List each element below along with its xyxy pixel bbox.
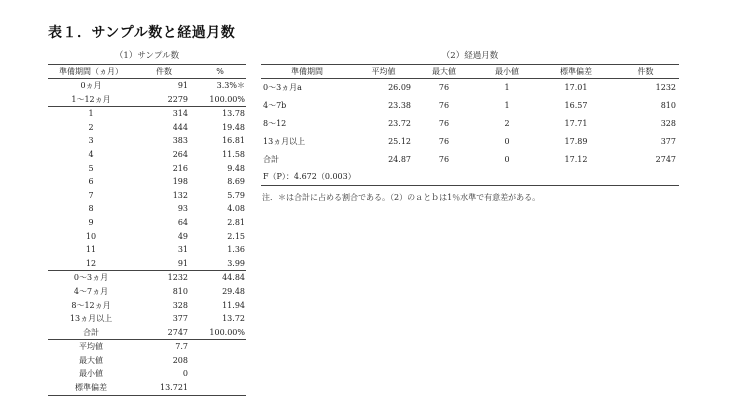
- row-max: 76: [438, 83, 450, 92]
- row-period: 合計: [263, 155, 279, 164]
- table-row: [261, 97, 679, 115]
- row-max: 76: [438, 101, 450, 110]
- table-row: [48, 243, 246, 257]
- row-label: 11: [85, 245, 97, 255]
- row-count: 377: [660, 137, 676, 146]
- table-row: [48, 121, 246, 135]
- row-count: 64: [177, 217, 188, 227]
- table-row: [48, 189, 246, 203]
- row-percent: 16.81: [222, 136, 245, 146]
- f-test-result: F（P）：4.672（0.003）: [263, 172, 356, 181]
- col-header-period: 準備期間: [261, 65, 353, 79]
- table1-caption: （1）サンプル数: [114, 51, 180, 61]
- row-count: 444: [172, 122, 188, 132]
- table-row: [261, 151, 679, 169]
- row-label: 最大値: [79, 355, 103, 365]
- row-max: 76: [438, 155, 450, 164]
- row-count: 1232: [134, 271, 194, 285]
- row-label: 4: [88, 149, 94, 159]
- table1-header-row: [48, 65, 246, 79]
- elapsed-months-table: [261, 64, 679, 186]
- col-header-count: 件数: [612, 65, 679, 79]
- row-label: 合計: [83, 327, 99, 337]
- row-stddev: 17.01: [564, 83, 588, 92]
- row-label: 0ヵ月: [80, 81, 102, 90]
- table-row: [48, 354, 246, 368]
- row-percent: 44.84: [194, 271, 246, 285]
- row-percent: [194, 367, 246, 381]
- row-label: 8～12ヵ月: [71, 300, 111, 310]
- row-label: 5: [88, 163, 94, 173]
- table-row: [48, 79, 246, 93]
- col-header-count: 件数: [134, 65, 194, 79]
- table2-header-row: [261, 65, 679, 79]
- row-count: 198: [172, 177, 188, 187]
- row-stddev: 17.12: [564, 155, 588, 164]
- row-count: 314: [134, 107, 194, 121]
- row-count: 328: [660, 119, 676, 128]
- row-count: 264: [172, 149, 188, 159]
- row-percent: 3.99: [227, 258, 245, 268]
- row-label: 標準偏差: [75, 383, 107, 393]
- row-percent: 29.48: [222, 286, 245, 296]
- col-header-percent: %: [194, 65, 246, 79]
- row-count: 383: [172, 136, 188, 146]
- row-stddev: 17.71: [564, 119, 588, 128]
- row-label: 4～7ヵ月: [73, 286, 109, 296]
- row-percent: 3.3%＊: [216, 81, 245, 90]
- table-row: [48, 257, 246, 271]
- table-row: [48, 134, 246, 148]
- table-row: [48, 367, 246, 381]
- row-label: 2: [88, 122, 94, 132]
- table-row: [261, 79, 679, 98]
- row-percent: 5.79: [227, 190, 245, 200]
- table-row: [48, 107, 246, 121]
- row-percent: [194, 340, 246, 354]
- row-label: 1: [48, 107, 134, 121]
- row-label: 8: [88, 204, 94, 214]
- table2-caption: （2）経過月数: [441, 51, 499, 61]
- col-header-period: 準備期間（ヵ月）: [48, 65, 134, 79]
- table-title: 表１．サンプル数と経過月数: [48, 25, 236, 41]
- row-label: 最小値: [79, 369, 103, 379]
- row-mean: 26.09: [388, 83, 411, 92]
- row-count: 328: [172, 300, 188, 310]
- row-label: 13ヵ月以上: [69, 314, 113, 324]
- row-count: 2279: [167, 94, 188, 104]
- table-row: [48, 285, 246, 299]
- row-stddev: 17.89: [564, 137, 588, 146]
- row-percent: 2.15: [227, 231, 245, 241]
- col-header-max: 最大値: [414, 65, 474, 79]
- row-mean: 24.87: [388, 155, 411, 164]
- row-count: 132: [172, 190, 188, 200]
- row-count: 49: [177, 231, 188, 241]
- f-test-row: [261, 169, 679, 186]
- table-row: [261, 115, 679, 133]
- row-percent: [194, 354, 246, 368]
- table-row: [48, 175, 246, 189]
- row-period: 0～3ヵ月a: [263, 83, 302, 92]
- row-count: 810: [172, 286, 188, 296]
- row-percent: 8.69: [227, 177, 245, 187]
- row-mean: 23.38: [388, 101, 411, 110]
- row-label: 12: [85, 258, 97, 268]
- sample-count-table: [48, 64, 246, 396]
- row-percent: 2.81: [227, 217, 245, 227]
- table-row: [261, 133, 679, 151]
- row-percent: 11.58: [222, 149, 245, 159]
- row-period: 8～12: [263, 119, 287, 128]
- row-percent: 1.36: [227, 245, 245, 255]
- table-row: [48, 202, 246, 216]
- table-row: [48, 148, 246, 162]
- table-row: [48, 299, 246, 313]
- table-row: [48, 312, 246, 326]
- row-count: 93: [177, 204, 188, 214]
- row-percent: 11.94: [222, 300, 245, 310]
- row-min: 0: [504, 137, 510, 146]
- row-period: 13ヵ月以上: [263, 137, 306, 146]
- row-count: 2747: [167, 327, 188, 337]
- row-label: 6: [88, 177, 94, 187]
- row-stddev: 16.57: [564, 101, 588, 110]
- row-count: 810: [660, 101, 676, 110]
- row-min: 1: [504, 101, 510, 110]
- row-percent: 4.08: [227, 204, 245, 214]
- row-label: 7: [88, 190, 94, 200]
- table-row: [48, 381, 246, 395]
- row-max: 76: [438, 137, 450, 146]
- table-row: [48, 271, 246, 285]
- row-count: 2747: [655, 155, 676, 164]
- table-row: [48, 340, 246, 354]
- row-min: 1: [504, 83, 510, 92]
- table-row: [48, 230, 246, 244]
- row-count: 0: [182, 369, 188, 379]
- col-header-stddev: 標準偏差: [540, 65, 612, 79]
- footnote: 注．＊は合計に占める割合である。（2）のａとｂは1％水準で有意差がある。: [262, 193, 541, 202]
- row-mean: 23.72: [388, 119, 411, 128]
- row-max: 76: [438, 119, 450, 128]
- row-percent: 13.72: [222, 314, 245, 324]
- table-row: [48, 326, 246, 340]
- col-header-mean: 平均値: [353, 65, 414, 79]
- table-row: [48, 216, 246, 230]
- row-percent: 13.78: [194, 107, 246, 121]
- row-label: 10: [85, 231, 97, 241]
- row-count: 377: [172, 314, 188, 324]
- row-percent: 100.00%: [209, 327, 245, 337]
- table-row: [48, 93, 246, 107]
- row-percent: 19.48: [222, 122, 245, 132]
- row-percent: [194, 381, 246, 395]
- row-period: 4～7b: [263, 101, 287, 110]
- row-label: 平均値: [48, 340, 134, 354]
- row-label: 9: [88, 217, 94, 227]
- row-min: 0: [504, 155, 510, 164]
- row-count: 13.721: [160, 383, 188, 393]
- row-mean: 25.12: [388, 137, 411, 146]
- row-label: 0～3ヵ月: [48, 271, 134, 285]
- row-label: 1～12ヵ月: [71, 94, 111, 104]
- row-count: 1232: [655, 83, 676, 92]
- row-count: 216: [172, 163, 188, 173]
- table-row: [48, 162, 246, 176]
- row-label: 3: [88, 136, 94, 146]
- row-min: 2: [504, 119, 510, 128]
- row-count: 208: [172, 355, 188, 365]
- col-header-min: 最小値: [474, 65, 540, 79]
- row-percent: 9.48: [227, 163, 245, 173]
- row-count: 7.7: [134, 340, 194, 354]
- row-count: 91: [177, 258, 188, 268]
- row-count: 31: [177, 245, 188, 255]
- row-count: 91: [177, 81, 188, 90]
- row-percent: 100.00%: [209, 94, 245, 104]
